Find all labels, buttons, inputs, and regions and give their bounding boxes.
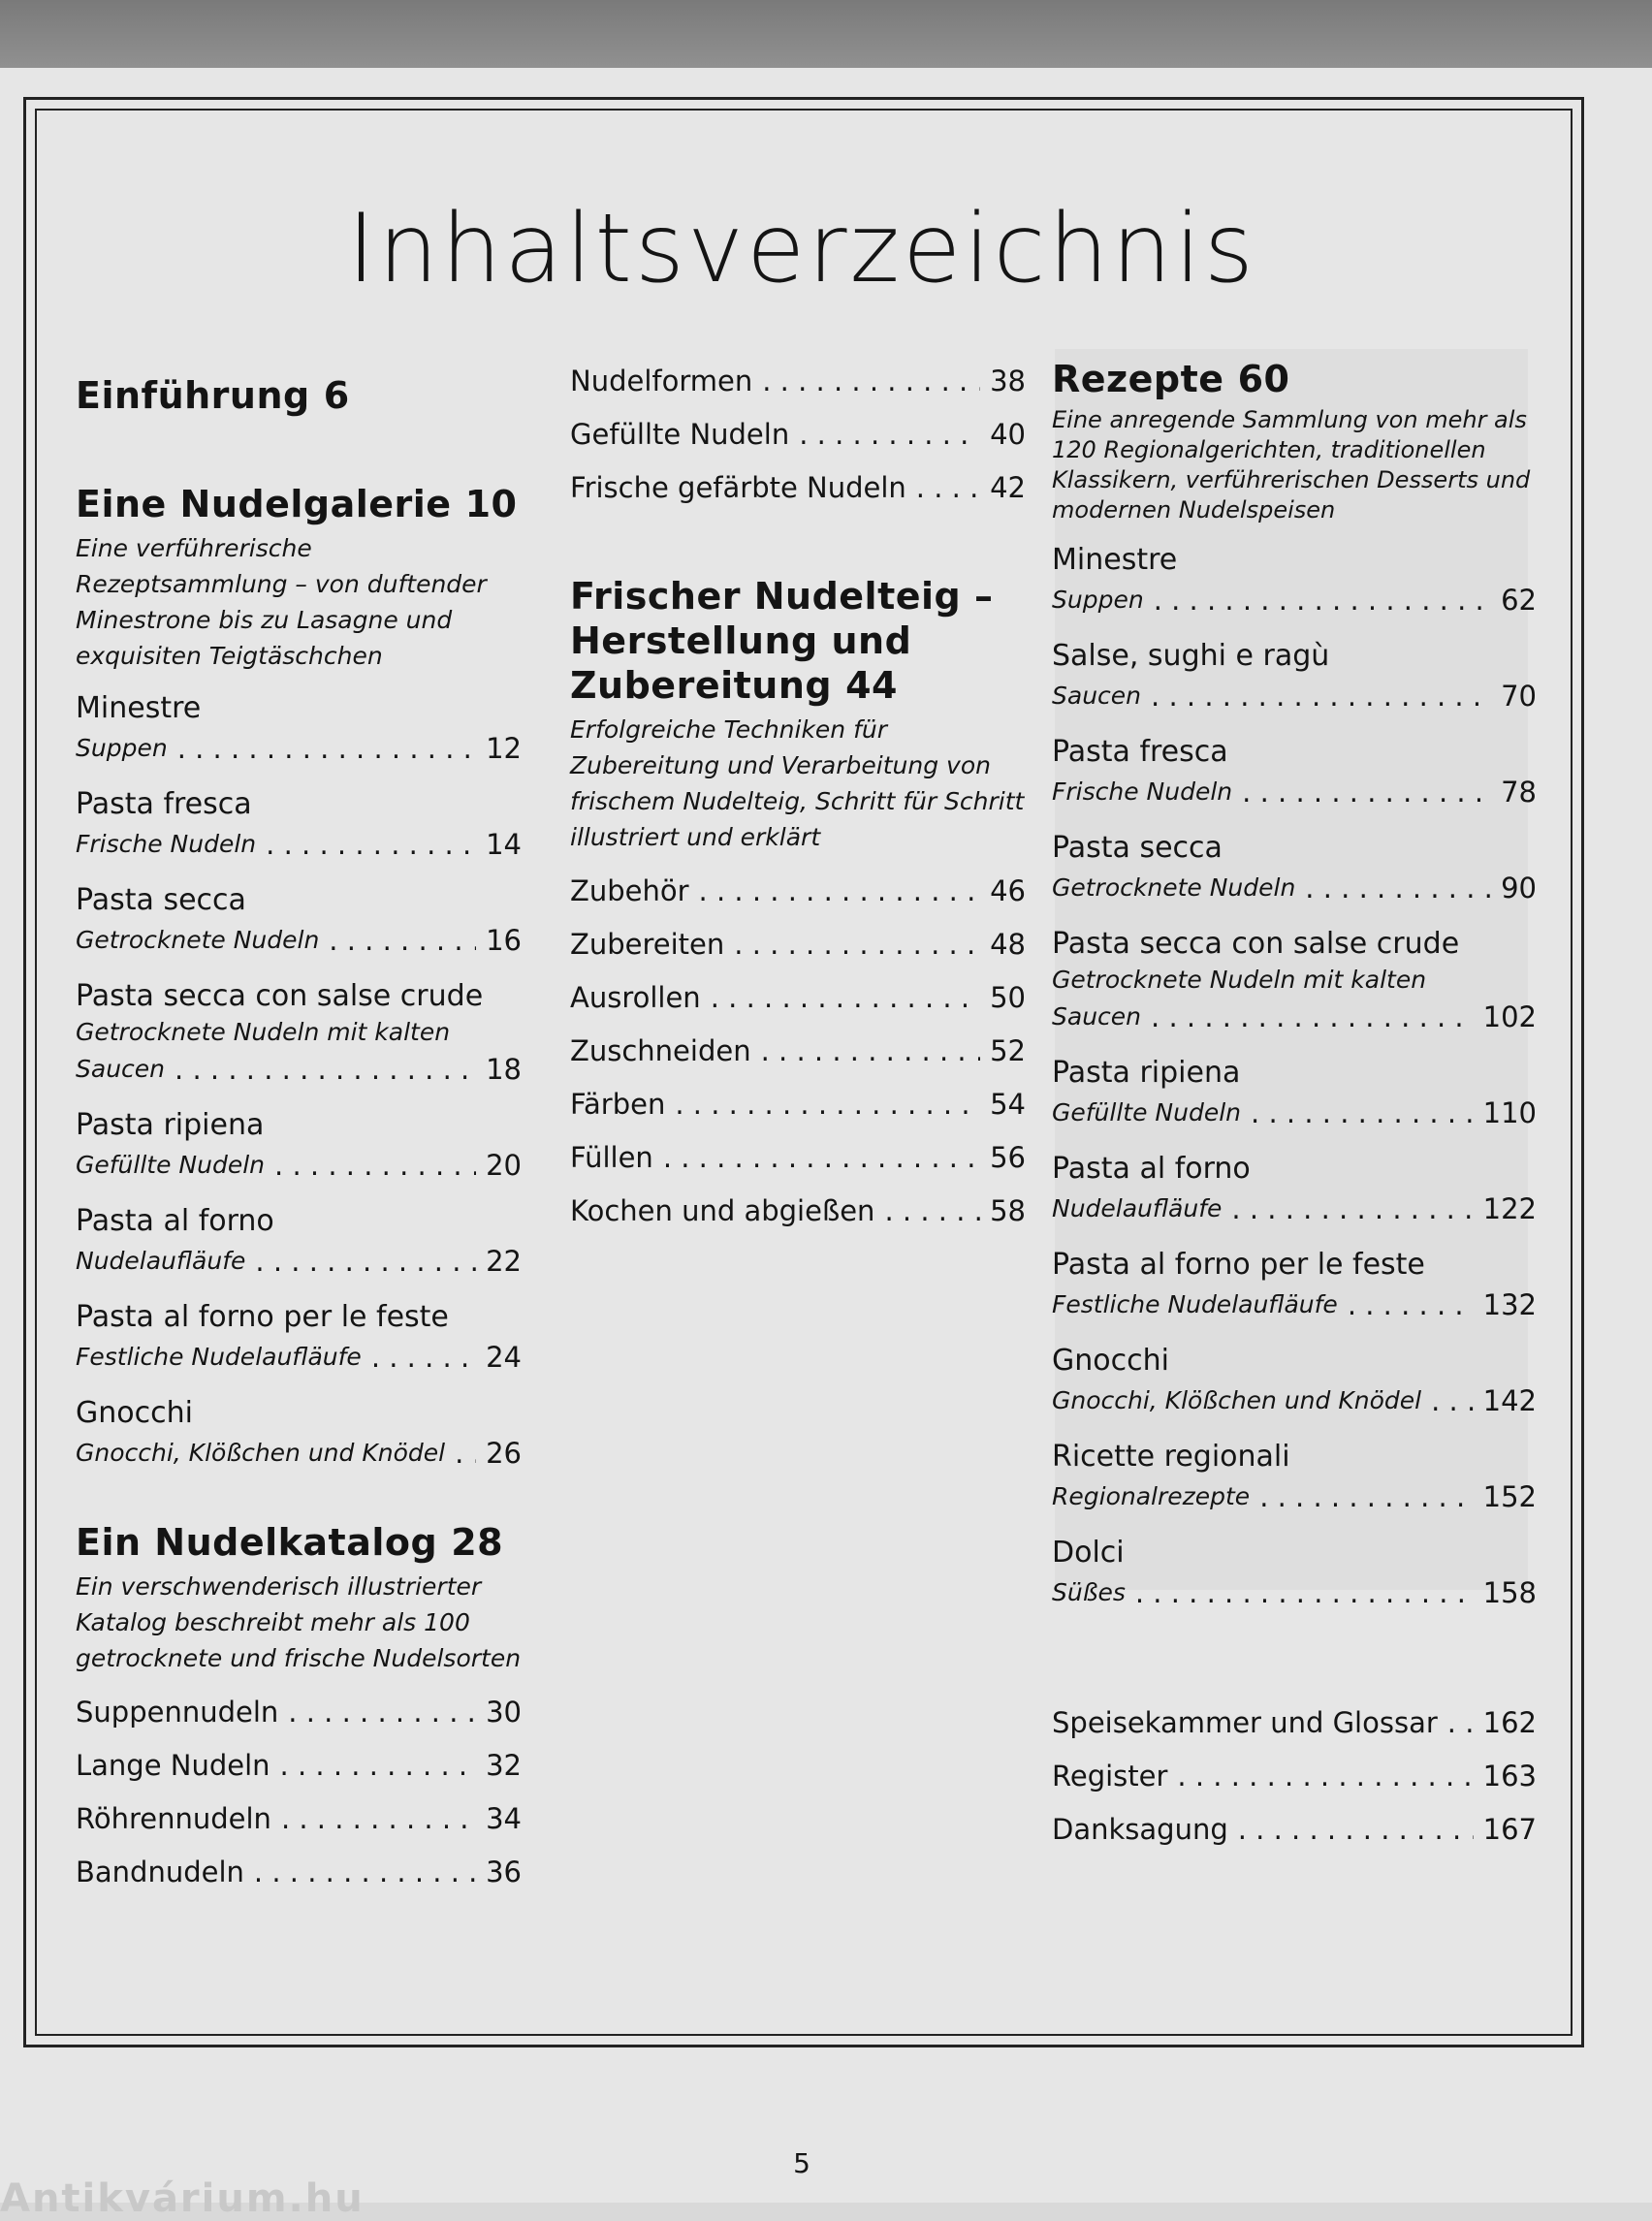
entry-title: Register <box>1052 1760 1168 1793</box>
galerie-entries <box>76 689 522 1474</box>
entry-subtitle: Frische Nudeln <box>1052 777 1233 806</box>
toc-entry[interactable] <box>1052 925 1537 1037</box>
entry-subtitle: Getrocknete Nudeln mit kalten <box>1052 966 1427 994</box>
leader-dots <box>371 1337 476 1378</box>
toc-entry-line[interactable] <box>76 824 522 865</box>
leader-dots <box>175 1049 476 1090</box>
entry-title: Pasta al forno per le feste <box>76 1300 449 1334</box>
entry-title: Speisekammer und Glossar <box>1052 1706 1438 1739</box>
leader-dots <box>762 361 980 401</box>
entry-page-number: 22 <box>486 1245 522 1278</box>
entry-subtitle: Gefüllte Nudeln <box>1052 1098 1242 1126</box>
entry-page-number: 16 <box>486 924 522 957</box>
leader-dots <box>663 1137 980 1178</box>
section-heading-nudelkatalog[interactable] <box>76 1520 522 1565</box>
toc-entry[interactable] <box>1052 1054 1537 1133</box>
entry-title: Gefüllte Nudeln <box>570 418 790 451</box>
entry-page-number: 163 <box>1482 1760 1537 1793</box>
leader-dots <box>255 1241 476 1282</box>
entry-page-number: 90 <box>1501 872 1537 904</box>
leader-dots <box>761 1031 981 1071</box>
entry-subtitle: Suppen <box>1052 586 1144 614</box>
entry-title: Ausrollen <box>570 981 701 1014</box>
leader-dots <box>1431 1380 1474 1421</box>
toc-entry-line[interactable] <box>1052 1702 1537 1743</box>
leader-dots <box>1151 676 1491 716</box>
entry-subtitle: Saucen <box>1052 1002 1142 1031</box>
toc-entry-line[interactable] <box>76 728 522 769</box>
entry-title: Zubehör <box>570 874 689 907</box>
entry-title: Nudelformen <box>570 365 753 397</box>
entry-page-number: 24 <box>486 1341 522 1374</box>
entry-page-number: 158 <box>1482 1576 1537 1609</box>
toc-entry-line[interactable] <box>1052 676 1537 716</box>
leader-dots <box>1447 1702 1474 1743</box>
entry-title: Bandnudeln <box>76 1856 244 1888</box>
toc-entry-line[interactable] <box>570 467 1026 508</box>
section-heading-einfuehrung[interactable] <box>76 373 522 418</box>
entry-subtitle: Süßes <box>1052 1578 1126 1606</box>
entry-page-number: 58 <box>990 1194 1026 1227</box>
section-title: Eine Nudelgalerie <box>76 483 452 525</box>
leader-dots <box>1135 1572 1474 1613</box>
section-page-number: 28 <box>451 1521 504 1564</box>
entry-title: Minestre <box>76 691 202 725</box>
toc-entry[interactable] <box>76 785 522 865</box>
section-heading-nudelgalerie[interactable] <box>76 482 522 526</box>
leader-dots <box>455 1433 476 1474</box>
toc-entry-line[interactable] <box>570 1190 1026 1231</box>
leader-dots <box>288 1692 476 1732</box>
toc-entry-line[interactable] <box>570 924 1026 965</box>
toc-entry-line[interactable] <box>76 1692 522 1732</box>
entry-subtitle: Frische Nudeln <box>76 830 257 858</box>
entry-page-number: 102 <box>1482 1000 1537 1033</box>
entry-subtitle: Gnocchi, Klößchen und Knödel <box>76 1439 446 1467</box>
toc-entry[interactable] <box>1052 541 1537 620</box>
toc-entry-line[interactable] <box>1052 1189 1537 1229</box>
appendix-entries <box>1052 1702 1537 1850</box>
entry-title: Salse, sughi e ragù <box>1052 639 1330 673</box>
section-title: Rezepte <box>1052 358 1224 400</box>
entry-page-number: 34 <box>486 1802 522 1835</box>
entry-page-number: 32 <box>486 1749 522 1782</box>
entry-title: Pasta ripiena <box>76 1108 265 1142</box>
leader-dots <box>1242 772 1491 812</box>
entry-page-number: 56 <box>990 1141 1026 1174</box>
section-title-line: Frischer Nudelteig – <box>570 575 994 618</box>
leader-dots <box>1151 997 1474 1037</box>
entry-title: Dolci <box>1052 1536 1125 1570</box>
entry-subtitle: Saucen <box>1052 682 1142 710</box>
entry-page-number: 12 <box>486 732 522 765</box>
toc-entry[interactable] <box>1052 1438 1537 1517</box>
entry-page-number: 142 <box>1482 1384 1537 1417</box>
toc-entry-line[interactable] <box>1052 1809 1537 1850</box>
toc-entry-line[interactable] <box>1052 868 1537 908</box>
entry-title: Pasta secca con salse crude <box>1052 927 1460 961</box>
teig-entries <box>570 871 1026 1231</box>
entry-subtitle: Saucen <box>76 1055 166 1083</box>
toc-entry-line[interactable] <box>1052 1572 1537 1613</box>
leader-dots <box>916 467 980 508</box>
section-title-line: Herstellung und <box>570 619 912 662</box>
leader-dots <box>799 414 980 455</box>
section-description: Eine verführerische Rezeptsammlung – von duftender Minestrone bis zu Lasagne und exquisiten Teigtäschchen <box>76 534 487 670</box>
rezepte-entries <box>1052 541 1537 1613</box>
toc-entry-line[interactable] <box>76 1049 522 1090</box>
section-title-line: Zubereitung <box>570 664 833 707</box>
toc-entry[interactable] <box>76 689 522 769</box>
entry-title: Färben <box>570 1088 666 1121</box>
leader-dots <box>274 1145 476 1186</box>
entry-subtitle: Suppen <box>76 734 168 762</box>
entry-title: Ricette regionali <box>1052 1440 1290 1474</box>
leader-dots <box>1231 1189 1473 1229</box>
toc-entry-line[interactable] <box>76 920 522 961</box>
entry-page-number: 62 <box>1501 584 1537 617</box>
toc-column-1 <box>76 373 522 1905</box>
toc-entry-line[interactable] <box>1052 772 1537 812</box>
section-title: Einführung <box>76 374 310 417</box>
toc-entry-line[interactable] <box>76 1433 522 1474</box>
entry-title: Pasta ripiena <box>1052 1056 1241 1090</box>
toc-entry-line[interactable] <box>1052 1756 1537 1796</box>
entry-title: Pasta secca <box>1052 831 1223 865</box>
katalog-continued-entries <box>570 361 1026 508</box>
entry-page-number: 162 <box>1482 1706 1537 1739</box>
toc-entry-line[interactable] <box>76 1745 522 1786</box>
toc-entry[interactable] <box>76 881 522 961</box>
leader-dots <box>177 728 476 769</box>
section-description: Erfolgreiche Techniken für Zubereitung und Verarbeitung von frischem Nudelteig, Schritt für Schritt illustriert und erklärt <box>570 715 1025 851</box>
toc-entry-line[interactable] <box>76 1337 522 1378</box>
section-page-number: 6 <box>323 374 350 417</box>
entry-page-number: 132 <box>1482 1288 1537 1321</box>
leader-dots <box>884 1190 980 1231</box>
leader-dots <box>1251 1093 1474 1133</box>
toc-entry[interactable] <box>76 1202 522 1282</box>
entry-page-number: 54 <box>990 1088 1026 1121</box>
entry-page-number: 14 <box>486 828 522 861</box>
leader-dots <box>1238 1809 1474 1850</box>
toc-entry-line[interactable] <box>1052 1476 1537 1517</box>
leader-dots <box>699 871 981 911</box>
entry-page-number: 40 <box>990 418 1026 451</box>
leader-dots <box>254 1852 476 1892</box>
toc-column-3 <box>1052 357 1537 1862</box>
section-page-number: 44 <box>845 664 898 707</box>
leader-dots <box>1154 580 1491 620</box>
toc-entry-line[interactable] <box>1052 997 1537 1037</box>
entry-page-number: 50 <box>990 981 1026 1014</box>
entry-page-number: 46 <box>990 874 1026 907</box>
entry-page-number: 70 <box>1501 680 1537 713</box>
toc-entry-line[interactable] <box>570 1084 1026 1125</box>
entry-title: Minestre <box>1052 543 1178 577</box>
leader-dots <box>1177 1756 1473 1796</box>
leader-dots <box>266 824 476 865</box>
leader-dots <box>1259 1476 1473 1517</box>
entry-subtitle: Festliche Nudelaufläufe <box>76 1343 362 1371</box>
entry-title: Röhrennudeln <box>76 1802 271 1835</box>
section-title: Ein Nudelkatalog <box>76 1521 438 1564</box>
toc-entry[interactable] <box>1052 1534 1537 1613</box>
entry-title: Pasta al forno per le feste <box>1052 1248 1425 1282</box>
toc-entry[interactable] <box>76 1394 522 1474</box>
toc-entry[interactable] <box>1052 637 1537 716</box>
entry-title: Pasta al forno <box>76 1204 274 1238</box>
toc-entry[interactable] <box>1052 1342 1537 1421</box>
leader-dots <box>329 920 476 961</box>
entry-title: Pasta fresca <box>1052 735 1228 769</box>
toc-entry-line[interactable] <box>570 871 1026 911</box>
toc-entry-line[interactable] <box>1052 1093 1537 1133</box>
entry-title: Lange Nudeln <box>76 1749 270 1782</box>
leader-dots <box>734 924 980 965</box>
toc-entry-line[interactable] <box>1052 580 1537 620</box>
section-description: Ein verschwenderisch illustrierter Katalog beschreibt mehr als 100 getrocknete und frische Nudelsorten <box>76 1572 522 1672</box>
toc-entry[interactable] <box>76 977 522 1090</box>
entry-title: Gnocchi <box>1052 1344 1169 1378</box>
entry-subtitle: Gefüllte Nudeln <box>76 1151 266 1179</box>
toc-entry[interactable] <box>1052 1246 1537 1325</box>
toc-entry-line[interactable] <box>1052 1380 1537 1421</box>
leader-dots <box>281 1798 476 1839</box>
entry-title: Frische gefärbte Nudeln <box>570 471 906 504</box>
entry-page-number: 20 <box>486 1149 522 1182</box>
section-page-number: 10 <box>464 483 518 525</box>
toc-entry-line[interactable] <box>570 1031 1026 1071</box>
toc-entry-line[interactable] <box>570 414 1026 455</box>
page-number: 5 <box>793 2147 810 2179</box>
toc-entry-line[interactable] <box>76 1241 522 1282</box>
entry-page-number: 110 <box>1482 1096 1537 1129</box>
toc-entry-line[interactable] <box>76 1145 522 1186</box>
entry-title: Zubereiten <box>570 928 725 961</box>
entry-title: Suppennudeln <box>76 1696 279 1729</box>
toc-entry[interactable] <box>76 1106 522 1186</box>
entry-page-number: 122 <box>1482 1192 1537 1225</box>
toc-entry-line[interactable] <box>570 977 1026 1018</box>
entry-page-number: 30 <box>486 1696 522 1729</box>
entry-title: Pasta secca <box>76 883 246 917</box>
toc-entry-line[interactable] <box>76 1852 522 1892</box>
section-heading-rezepte[interactable] <box>1052 357 1537 401</box>
toc-entry-line[interactable] <box>570 1137 1026 1178</box>
entry-page-number: 36 <box>486 1856 522 1888</box>
toc-entry-line[interactable] <box>1052 1285 1537 1325</box>
toc-column-2 <box>570 361 1026 1244</box>
entry-title: Kochen und abgießen <box>570 1194 875 1227</box>
entry-subtitle: Gnocchi, Klößchen und Knödel <box>1052 1386 1422 1414</box>
entry-subtitle: Nudelaufläufe <box>1052 1194 1223 1222</box>
entry-page-number: 26 <box>486 1437 522 1470</box>
section-page-number: 60 <box>1237 358 1290 400</box>
leader-dots <box>1348 1285 1474 1325</box>
entry-subtitle: Getrocknete Nudeln mit kalten <box>76 1018 451 1046</box>
toc-entry[interactable] <box>1052 733 1537 812</box>
entry-title: Zuschneiden <box>570 1034 751 1067</box>
leader-dots <box>280 1745 477 1786</box>
entry-title: Füllen <box>570 1141 653 1174</box>
page-title: Inhaltsverzeichnis <box>347 194 1256 304</box>
leader-dots <box>1305 868 1491 908</box>
section-description: Eine anregende Sammlung von mehr als 120 Regionalgerichten, traditionellen Klassikern, verführerischen Desserts und modernen Nudelspeisen <box>1052 406 1531 524</box>
entry-page-number: 152 <box>1482 1480 1537 1513</box>
entry-title: Pasta fresca <box>76 787 252 821</box>
entry-page-number: 38 <box>990 365 1026 397</box>
entry-page-number: 52 <box>990 1034 1026 1067</box>
katalog-entries <box>76 1692 522 1892</box>
entry-page-number: 42 <box>990 471 1026 504</box>
entry-page-number: 167 <box>1482 1813 1537 1846</box>
entry-subtitle: Getrocknete Nudeln <box>76 926 320 954</box>
entry-page-number: 78 <box>1501 776 1537 809</box>
leader-dots <box>711 977 980 1018</box>
toc-entry[interactable] <box>1052 1150 1537 1229</box>
toc-entry-line[interactable] <box>570 361 1026 401</box>
toc-entry[interactable] <box>1052 829 1537 908</box>
entry-subtitle: Getrocknete Nudeln <box>1052 873 1296 902</box>
section-heading-nudelteig[interactable] <box>570 574 1026 708</box>
entry-subtitle: Nudelaufläufe <box>76 1247 246 1275</box>
entry-title: Pasta al forno <box>1052 1152 1251 1186</box>
leader-dots <box>675 1084 980 1125</box>
entry-page-number: 18 <box>486 1053 522 1086</box>
entry-page-number: 48 <box>990 928 1026 961</box>
entry-title: Danksagung <box>1052 1813 1228 1846</box>
entry-subtitle: Festliche Nudelaufläufe <box>1052 1290 1338 1318</box>
toc-entry[interactable] <box>76 1298 522 1378</box>
watermark: Antikvárium.hu <box>0 2176 365 2221</box>
entry-subtitle: Regionalrezepte <box>1052 1482 1251 1510</box>
entry-title: Pasta secca con salse crude <box>76 979 484 1013</box>
entry-title: Gnocchi <box>76 1396 193 1430</box>
toc-entry-line[interactable] <box>76 1798 522 1839</box>
